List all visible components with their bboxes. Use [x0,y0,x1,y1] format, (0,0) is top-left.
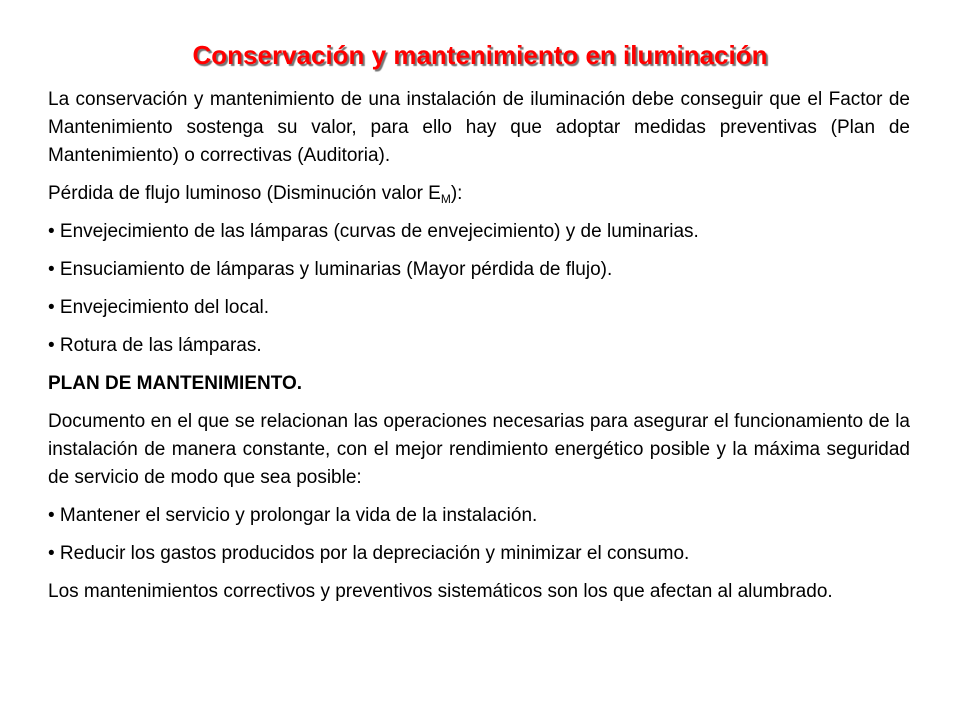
bullet-item: • Reducir los gastos producidos por la depreciación y minimizar el consumo. [48,543,690,564]
slide-body [48,86,910,616]
bullet-item: • Mantener el servicio y prolongar la vida de la instalación. [48,505,538,526]
bullet-item: • Rotura de las lámparas. [48,335,262,356]
plan-paragraph: Documento en el que se relacionan las operaciones necesarias para asegurar el funcionamiento de la instalación de manera constante, con el mejor rendimiento energético posible y la máxima seguridad de servicio de modo que sea posible: [48,411,910,488]
bullet-item: • Envejecimiento de las lámparas (curvas de envejecimiento) y de luminarias. [48,221,699,242]
page-title: Conservación y mantenimiento en iluminación [192,40,768,70]
intro-paragraph: La conservación y mantenimiento de una instalación de iluminación debe conseguir que el Factor de Mantenimiento sostenga su valor, para ello hay que adoptar medidas preventivas (Plan de Mantenimiento) o correctivas (Auditoria). [48,89,910,166]
bullet-item: • Ensuciamiento de lámparas y luminarias (Mayor pérdida de flujo). [48,259,613,280]
flux-loss-subscript: M [440,192,451,206]
conclusion-paragraph: Los mantenimientos correctivos y preventivos sistemáticos son los que afectan al alumbrado. [48,581,833,602]
bullet-item: • Envejecimiento del local. [48,297,270,318]
flux-loss-heading [48,180,910,208]
flux-loss-prefix: Pérdida de flujo luminoso (Disminución valor E [48,183,441,204]
flux-loss-suffix: ): [450,183,463,204]
plan-heading: PLAN DE MANTENIMIENTO. [48,373,303,394]
